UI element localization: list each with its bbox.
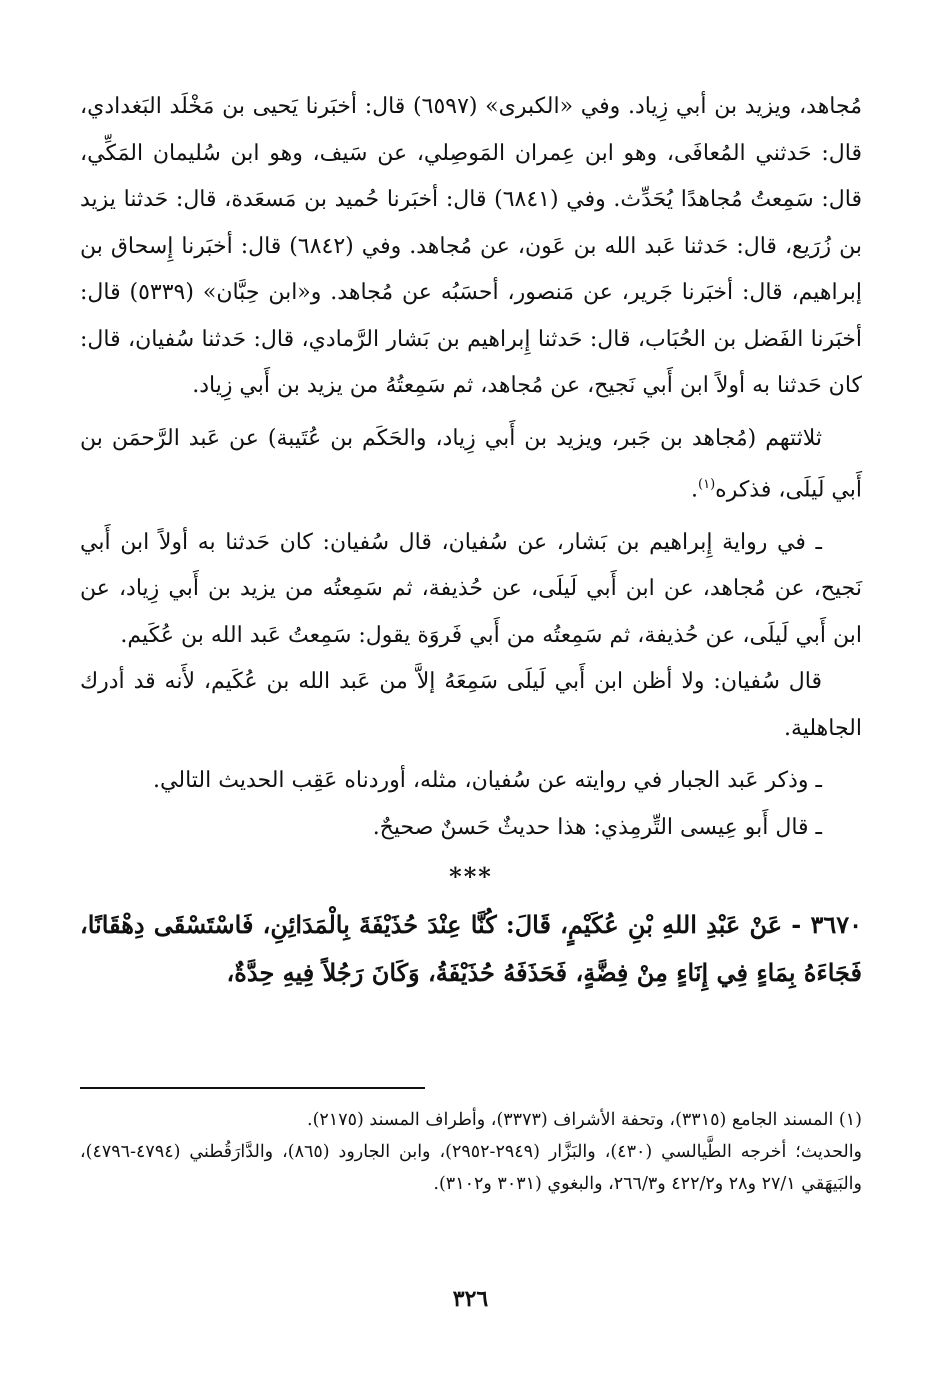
page-number: ٣٢٦ <box>452 1286 489 1312</box>
paragraph-chain: مُجاهد، ويزيد بن أبي زِياد. وفي «الكبرى» (٦٥٩٧) قال: أخبَرنا يَحيى بن مَخْلَد البَغدادي، قال: حَدثني المُعافَى، وهو ابن عِمران المَوصِلي، عن سَيف، وهو ابن سُليمان المَكِّي، قال: سَمِعتُ مُجاهدًا يُحَدِّث. وفي (٦٨٤١) قال: أخبَرنا حُميد بن مَسعَدة، قال: حَدثنا يزيد بن زُرَيع، قال: حَدثنا عَبد الله بن عَون، عن مُجاهد. وفي (٦٨٤٢) قال: أخبَرنا إِسحاق بن إبراهيم، قال: أخبَرنا جَرير، عن مَنصور، أحسَبُه عن مُجاهد. و«ابن حِبَّان» (٥٣٣٩) قال: أخبَرنا الفَضل بن الحُبَاب، قال: حَدثنا إِبراهيم بن بَشار الرَّمادي، قال: حَدثنا سُفيان، قال: كان حَدثنا به أولاً ابن أَبي نَجيح، عن مُجاهد، ثم سَمِعتُهُ من يزيد بن أَبي زِياد. <box>80 94 862 398</box>
footnote-1-sources: والحديث؛ أخرجه الطَّيالسي (٤٣٠)، والبَزَّار (٢٩٤٩-٢٩٥٢)، وابن الجارود (٨٦٥)، والدَّارَقُطني (٤٧٩٤-٤٧٩٦)، والبَيهَقي ٢٧/١ و٢٨ و٤٢٢/٢ و٢٦٦/٣، والبغوي (٣٠٣١ و٣١٠٢). <box>80 1142 863 1194</box>
note-ibrahim: ـ في رواية إِبراهيم بن بَشار، عن سُفيان، قال سُفيان: كان حَدثنا به أولاً ابن أَبي نَجيح، عن مُجاهد، عن ابن أَبي لَيلَى، عن حُذيفة، ثم سَمِعتُه من يزيد بن أَبي زِياد، عن ابن أَبي لَيلَى، عن حُذيفة، ثم سَمِعتُه من أَبي فَروَة يقول: سَمِعتُ عَبد الله بن عُكَيم. <box>80 529 862 648</box>
footnote-ref: (١) <box>698 477 716 492</box>
hadith-3670: ٣٦٧٠ - عَنْ عَبْدِ اللهِ بْنِ عُكَيْمٍ، قَالَ: كُنَّا عِنْدَ حُذَيْفَةَ بِالْمَدَائِنِ، فَاسْتَسْقَى دِهْقَانًا، فَجَاءَهُ بِمَاءٍ فِي إِنَاءٍ مِنْ فِضَّةٍ، فَحَذَفَهُ حُذَيْفَةُ، وَكَانَ رَجُلاً فِيهِ حِدَّةٌ، <box>80 910 862 988</box>
note-abduljabbar: ـ وذكر عَبد الجبار في روايته عن سُفيان، مثله، أوردناه عَقِب الحديث التالي. <box>153 768 822 794</box>
footnote-1: (١) المسند الجامع (٣٣١٥)، وتحفة الأشراف (٣٣٧٣)، وأطراف المسند (٢١٧٥). <box>307 1110 862 1130</box>
note-tirmidhi: ـ قال أَبو عِيسى التِّرمِذي: هذا حديثٌ حَسنٌ صحيحٌ. <box>372 814 822 840</box>
paragraph-end-mark: . <box>691 477 699 503</box>
main-text <box>80 84 862 997</box>
section-separator: *** <box>449 862 493 892</box>
paragraph-three-text: ثلاثتهم (مُجاهد بن جَبر، ويزيد بن أَبي زِياد، والحَكَم بن عُتَيبة) عن عَبد الرَّحمَن بن أَبي لَيلَى، فذكره <box>80 425 862 503</box>
footnote-divider <box>80 1087 425 1089</box>
note-sufyan: قال سُفيان: ولا أظن ابن أَبي لَيلَى سَمِعَهُ إلاَّ من عَبد الله بن عُكَيم، لأَنه قد أدرك الجاهلية. <box>80 669 862 741</box>
paragraph-three-narrators <box>80 416 862 514</box>
footnotes <box>80 1104 862 1200</box>
